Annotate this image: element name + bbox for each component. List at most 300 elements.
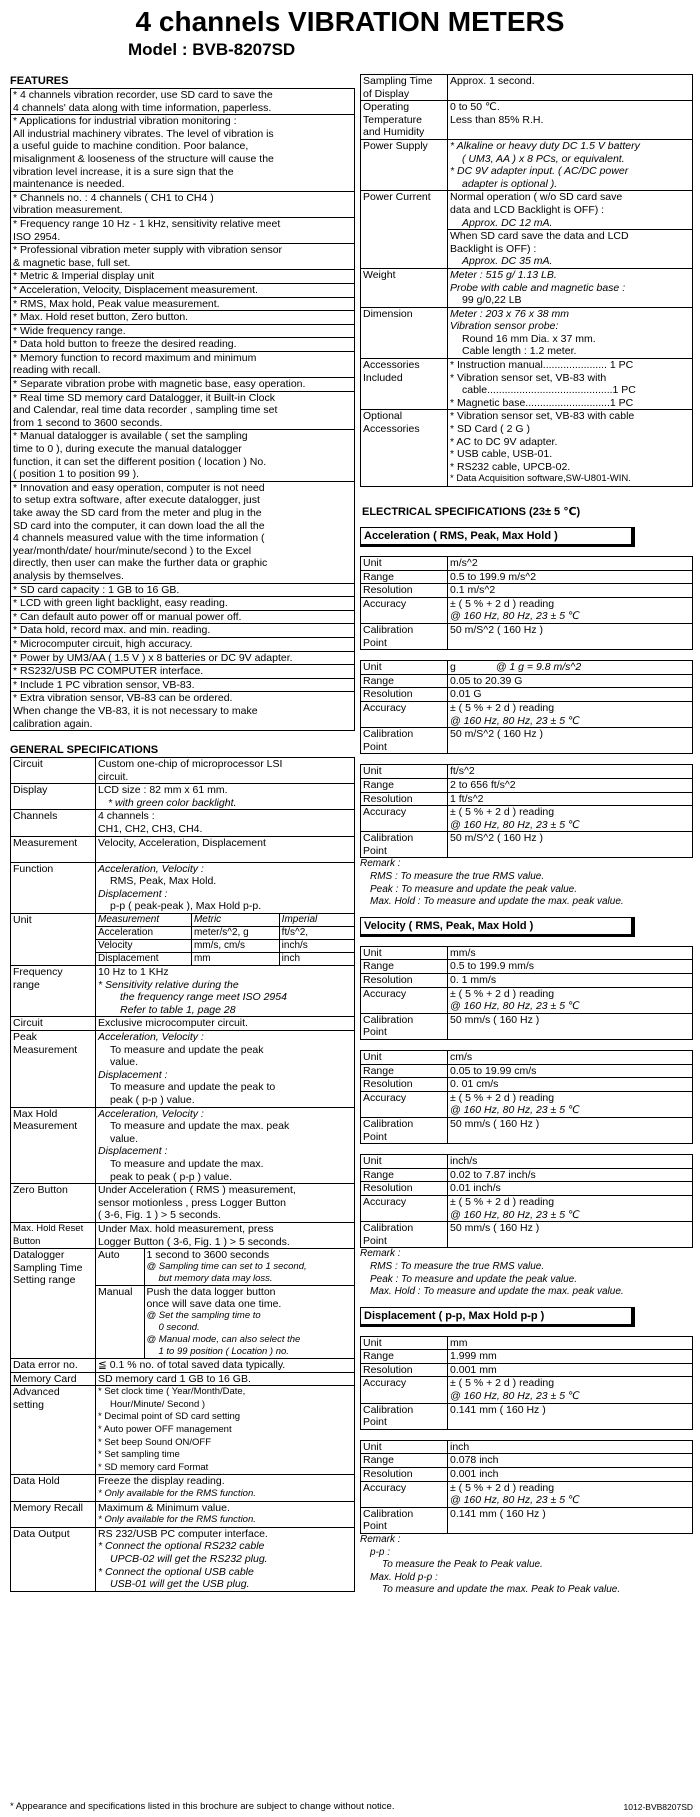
spec-row-circuit2 [11,1017,355,1031]
feature-item [11,651,355,665]
spec-label: Range [361,1350,448,1364]
spec-row [361,1091,693,1117]
logger-mode: Auto [96,1249,144,1286]
spec-label: Accuracy [361,806,448,832]
acceleration-spec-table [360,764,693,858]
feature-item [11,351,355,377]
spec-value: 1.999 mm [448,1350,693,1364]
unit-cell: Acceleration [96,927,191,940]
spec-label: Sampling Time of Display [361,75,448,101]
feature-text: * Data hold, record max. and min. reading. [11,624,355,638]
spec-value: 0.01 inch/s [448,1182,693,1196]
spec-value: 50 mm/s ( 160 Hz ) [448,1013,693,1039]
spec-label: Resolution [361,974,448,988]
unit-header: Metric [191,914,279,927]
feature-text: * Acceleration, Velocity, Displacement measurement. [11,283,355,297]
spec-row [361,597,693,623]
feature-text: * RS232/USB PC COMPUTER interface. [11,665,355,679]
feature-item [11,583,355,597]
spec-row [361,1377,693,1403]
spec-row [361,1507,693,1533]
spec-row [361,701,693,727]
footer-note: * Appearance and specifications listed in this brochure are subject to change without notice. [10,1801,395,1812]
spec-label: Resolution [361,1182,448,1196]
unit-cell: mm/s, cm/s [191,940,279,953]
spec-row-error [11,1359,355,1373]
electrical-spec-title: ELECTRICAL SPECIFICATIONS (23± 5 ℃) [362,506,581,518]
spec-label: Accuracy [361,1091,448,1117]
spec-value: 0.001 mm [448,1363,693,1377]
feature-text: * Power by UM3/AA ( 1.5 V ) x 8 batteries or DC 9V adapter. [11,651,355,665]
spec-label: Advanced setting [11,1386,96,1475]
spec-row-output [11,1527,355,1591]
spec-label: Frequency range [11,966,96,1017]
spec-value: 0.5 to 199.9 mm/s [448,960,693,974]
model-name: Model : BVB-8207SD [128,40,296,59]
spec-row-dimension [361,307,693,358]
remark-line: p-p : [370,1546,391,1558]
feature-item [11,597,355,611]
spec-row-power [361,139,693,190]
unit-cell: meter/s^2, g [191,927,279,940]
displacement-spec-table [360,1440,693,1534]
spec-label: Data Output [11,1527,96,1591]
spec-label: Datalogger Sampling Time Setting range [11,1249,96,1359]
spec-label: Accuracy [361,701,448,727]
spec-value: ± ( 5 % + 2 d ) reading @ 160 Hz, 80 Hz, 23 ± 5 ℃ [448,701,693,727]
spec-value: Exclusive microcomputer circuit. [96,1017,355,1031]
feature-text: * Include 1 PC vibration sensor, VB-83. [11,678,355,692]
feature-item [11,692,355,731]
spec-value: * Vibration sensor set, VB-83 with cable * SD Card ( 2 G ) * AC to DC 9V adapter. * USB cable, USB-01. * RS232 cable, UPCB-02. * Data Acquisition software,SW-U801-WIN. [448,410,693,487]
spec-row [361,1481,693,1507]
spec-label: Range [361,570,448,584]
feature-item [11,391,355,430]
spec-label: Display [11,784,96,810]
feature-text: * Channels no. : 4 channels ( CH1 to CH4 ) vibration measurement. [11,191,355,217]
spec-row-sampling [361,75,693,101]
spec-value: * Instruction manual...................... 1 PC * Vibration sensor set, VB-83 with cable...........................................1 PC * Magnetic base.............................1 PC [448,359,693,410]
spec-value: ± ( 5 % + 2 d ) reading @ 160 Hz, 80 Hz, 23 ± 5 ℃ [448,1481,693,1507]
unit-cell: mm [191,953,279,966]
spec-row [361,778,693,792]
general-spec-title: GENERAL SPECIFICATIONS [10,744,159,757]
spec-row [361,1013,693,1039]
general-spec-table [10,757,355,1592]
spec-row [361,974,693,988]
spec-label: Accuracy [361,1195,448,1221]
logger-subtable [96,1249,354,1358]
spec-value: 50 m/S^2 ( 160 Hz ) [448,728,693,754]
spec-label: Unit [361,1336,448,1350]
logger-value: 1 second to 3600 seconds @ Sampling time can set to 1 second, but memory data may loss. [144,1249,354,1286]
spec-row [361,570,693,584]
spec-label: Unit [361,661,448,675]
spec-value: ± ( 5 % + 2 d ) reading @ 160 Hz, 80 Hz, 23 ± 5 ℃ [448,806,693,832]
remark-line: RMS : To measure the true RMS value. [370,871,545,883]
velocity-spec-table [360,946,693,1040]
spec-label: Circuit [11,758,96,784]
spec-value: * Alkaline or heavy duty DC 1.5 V battery ( UM3, AA ) x 8 PCs, or equivalent. * DC 9V adapter input. ( AC/DC power adapter is optional ). [448,139,693,190]
spec-value: Freeze the display reading. * Only available for the RMS function. [96,1475,355,1501]
spec-value: ± ( 5 % + 2 d ) reading @ 160 Hz, 80 Hz, 23 ± 5 ℃ [448,597,693,623]
spec-row [361,674,693,688]
displacement-spec-table [360,1336,693,1430]
spec-row [361,1078,693,1092]
spec-value: Normal operation ( w/o SD card save data and LCD Backlight is OFF) : Approx. DC 12 mA. [448,191,693,230]
velocity-remarks [360,1248,693,1298]
spec-label: Accuracy [361,987,448,1013]
acceleration-spec-table [360,660,693,754]
spec-row-peak [11,1031,355,1108]
spec-value: 0.05 to 19.99 cm/s [448,1064,693,1078]
spec-label: Channels [11,810,96,836]
spec-label: Unit [361,1440,448,1454]
feature-item [11,191,355,217]
spec-value: ± ( 5 % + 2 d ) reading @ 160 Hz, 80 Hz, 23 ± 5 ℃ [448,1091,693,1117]
spec-row [361,1468,693,1482]
spec-row [361,1454,693,1468]
feature-item [11,270,355,284]
spec-label: Range [361,674,448,688]
spec-row [361,1403,693,1429]
spec-row [361,806,693,832]
spec-row [361,1051,693,1065]
logger-mode: Manual [96,1286,144,1359]
spec-row [361,584,693,598]
remark-line: Peak : To measure and update the peak value. [370,883,577,895]
spec-row-display [11,784,355,810]
spec-row-hold [11,1475,355,1501]
spec-value: 0.05 to 20.39 G [448,674,693,688]
velocity-spec-table [360,1154,693,1248]
spec-row-card [11,1372,355,1386]
feature-text: * Innovation and easy operation, computer is not need to setup extra software, after execute datalogger, just take away the SD card from the meter and plug in the SD card into the computer, it can down load the all the 4 channels measured value with the time information ( year/month/date/ hour/minute/second ) to the Excel directly, then user can make the further data or graphic analysis by themselves. [11,481,355,583]
spec-label: Resolution [361,584,448,598]
spec-row-recall [11,1501,355,1527]
feature-item [11,378,355,392]
spec-value: Custom one-chip of microprocessor LSI circuit. [96,758,355,784]
remark-line: Max. Hold : To measure and update the max. peak value. [370,1286,624,1298]
remark-label: Remark : [360,858,401,870]
spec-value: 0.01 G [448,688,693,702]
feature-item [11,678,355,692]
spec-value: 50 mm/s ( 160 Hz ) [448,1117,693,1143]
displacement-remarks [360,1534,693,1597]
remark-line: RMS : To measure the true RMS value. [370,1260,545,1272]
spec-row [361,557,693,571]
spec-row [361,1168,693,1182]
spec-label: Range [361,778,448,792]
spec-value: 0.141 mm ( 160 Hz ) [448,1403,693,1429]
spec-label: Circuit [11,1017,96,1031]
spec-label: Accuracy [361,597,448,623]
feature-text: * SD card capacity : 1 GB to 16 GB. [11,583,355,597]
remark-line: Max. Hold : To measure and update the max. peak value. [370,896,624,908]
spec-row [361,765,693,779]
spec-label: Calibration Point [361,1117,448,1143]
spec-label: Power Current [361,191,448,269]
spec-value: Acceleration, Velocity : To measure and update the max. peak value. Displacement : To measure and update the max. peak to peak ( p-p ) value. [96,1107,355,1184]
feature-item [11,637,355,651]
feature-text: * Separate vibration probe with magnetic base, easy operation. [11,378,355,392]
feature-item [11,297,355,311]
remark-line: To measure and update the max. Peak to Peak value. [382,1584,621,1596]
displacement-title: Displacement ( p-p, Max Hold p-p ) [360,1307,635,1327]
unit-header: Imperial [279,914,354,927]
feature-text: * Microcomputer circuit, high accuracy. [11,637,355,651]
spec-value: 50 m/S^2 ( 160 Hz ) [448,623,693,649]
feature-text: * Frequency range 10 Hz - 1 kHz, sensitivity relative meet ISO 2954. [11,217,355,243]
feature-text: * Professional vibration meter supply with vibration sensor & magnetic base, full set. [11,244,355,270]
spec-label: Operating Temperature and Humidity [361,101,448,140]
spec-row-unit [11,914,355,966]
spec-label: Memory Recall [11,1501,96,1527]
feature-item [11,338,355,352]
spec-label: Measurement [11,836,96,862]
feature-text: * Wide frequency range. [11,324,355,338]
feature-text: * Extra vibration sensor, VB-83 can be ordered. When change the VB-83, it is not necessary to make calibration again. [11,692,355,731]
feature-text: * 4 channels vibration recorder, use SD card to save the 4 channels' data along with time information, paperless. [11,89,355,115]
spec-value: Maximum & Minimum value. * Only available for the RMS function. [96,1501,355,1527]
acceleration-title: Acceleration ( RMS, Peak, Max Hold ) [360,527,635,547]
spec-value: m/s^2 [448,557,693,571]
spec-row-zero [11,1184,355,1223]
unit-cell: Displacement [96,953,191,966]
feature-text: * Metric & Imperial display unit [11,270,355,284]
remark-label: Remark : [360,1248,401,1260]
spec-value: 2 to 656 ft/s^2 [448,778,693,792]
displacement-blocks [360,1336,693,1534]
features-table [10,88,355,731]
spec-row [361,661,693,675]
spec-row [361,1440,693,1454]
feature-item [11,610,355,624]
velocity-blocks [360,946,693,1248]
spec-row [361,832,693,858]
spec-value: mm [448,1336,693,1350]
spec-row [361,1064,693,1078]
spec-value: 0.02 to 7.87 inch/s [448,1168,693,1182]
footer [10,1801,693,1813]
unit-subtable [96,914,354,965]
unit-cell: inch/s [279,940,354,953]
spec-label: Memory Card [11,1372,96,1386]
spec-value: LCD size : 82 mm x 61 mm. * with green color backlight. [96,784,355,810]
spec-value: 0.5 to 199.9 m/s^2 [448,570,693,584]
spec-value: 4 channels : CH1, CH2, CH3, CH4. [96,810,355,836]
spec-value: Velocity, Acceleration, Displacement [96,836,355,862]
unit-header: Measurement [96,914,191,927]
spec-row-logger [11,1249,355,1359]
spec-label: Range [361,1454,448,1468]
spec-label: Weight [361,268,448,307]
spec-label: Unit [361,1051,448,1065]
spec-value: RS 232/USB PC computer interface. * Connect the optional RS232 cable UPCB-02 will get the RS232 plug. * Connect the optional USB cable USB-01 will get the USB plug. [96,1527,355,1591]
spec-label: Max. Hold Reset Button [11,1222,96,1248]
spec-value: 0 to 50 ℃. Less than 85% R.H. [448,101,693,140]
feature-text: * Memory function to record maximum and minimum reading with recall. [11,351,355,377]
spec-label: Resolution [361,1078,448,1092]
spec-row [361,1222,693,1248]
spec-value: 0. 01 cm/s [448,1078,693,1092]
spec-value: 0.1 m/s^2 [448,584,693,598]
spec-row-channels [11,810,355,836]
spec-row [361,987,693,1013]
spec-value: Approx. 1 second. [448,75,693,101]
remark-label: Remark : [360,1534,401,1545]
feature-item [11,115,355,192]
spec-label: Calibration Point [361,1222,448,1248]
spec-row [361,1182,693,1196]
spec-value: 0. 1 mm/s [448,974,693,988]
acceleration-blocks [360,556,693,858]
right-column [360,74,693,1597]
spec-value: mm/s [448,946,693,960]
spec-label: Calibration Point [361,1507,448,1533]
spec-label: Power Supply [361,139,448,190]
unit-subtable-cell [96,914,355,966]
feature-item [11,217,355,243]
spec-label: Zero Button [11,1184,96,1223]
spec-row-advanced [11,1386,355,1475]
spec-label: Accuracy [361,1377,448,1403]
spec-label: Function [11,862,96,913]
spec-value: 0.078 inch [448,1454,693,1468]
spec-label: Peak Measurement [11,1031,96,1108]
spec-value: 50 m/S^2 ( 160 Hz ) [448,832,693,858]
spec-row-current [361,191,693,230]
spec-row [361,688,693,702]
spec-label: Unit [361,765,448,779]
spec-value: cm/s [448,1051,693,1065]
spec-row [361,946,693,960]
spec-row [361,623,693,649]
remark-line: Max. Hold p-p : [370,1571,438,1583]
spec-row-maxhold [11,1107,355,1184]
acceleration-remarks [360,858,693,908]
feature-text: * Can default auto power off or manual power off. [11,610,355,624]
spec-row-operating [361,101,693,140]
page-title: 4 channels VIBRATION METERS [135,6,565,37]
general-spec-table-right [360,74,693,487]
spec-value: Under Acceleration ( RMS ) measurement, sensor motionless , press Logger Button ( 3-6, Fig. 1 ) > 5 seconds. [96,1184,355,1223]
spec-value: SD memory card 1 GB to 16 GB. [96,1372,355,1386]
feature-item [11,324,355,338]
spec-row [361,1195,693,1221]
spec-row-function [11,862,355,913]
spec-row [361,1117,693,1143]
spec-value: 0.001 inch [448,1468,693,1482]
spec-row [361,792,693,806]
footer-code: 1012-BVB8207SD [623,1802,693,1812]
spec-row-optional [361,410,693,487]
feature-item [11,665,355,679]
spec-label: Unit [361,946,448,960]
feature-text: * Data hold button to freeze the desired reading. [11,338,355,352]
spec-label: Resolution [361,688,448,702]
spec-label: Range [361,960,448,974]
feature-text: * Max. Hold reset button, Zero button. [11,311,355,325]
feature-item [11,624,355,638]
spec-label: Calibration Point [361,728,448,754]
feature-item [11,481,355,583]
spec-label: Optional Accessories [361,410,448,487]
spec-value: Meter : 515 g/ 1.13 LB. Probe with cable and magnetic base : 99 g/0,22 LB [448,268,693,307]
velocity-spec-table [360,1050,693,1144]
spec-label: Dimension [361,307,448,358]
spec-row [361,960,693,974]
spec-value: When SD card save the data and LCD Backlight is OFF) : Approx. DC 35 mA. [448,230,693,269]
spec-value: 50 mm/s ( 160 Hz ) [448,1222,693,1248]
features-title: FEATURES [10,75,69,87]
spec-label: Data error no. [11,1359,96,1373]
spec-row-circuit [11,758,355,784]
feature-item [11,311,355,325]
spec-row [361,728,693,754]
spec-value: Under Max. hold measurement, press Logger Button ( 3-6, Fig. 1 ) > 5 seconds. [96,1222,355,1248]
remark-line: Peak : To measure and update the peak value. [370,1273,577,1285]
spec-value: inch [448,1440,693,1454]
spec-row-weight [361,268,693,307]
unit-cell: inch [279,953,354,966]
spec-value: 1 ft/s^2 [448,792,693,806]
spec-row-accessories [361,359,693,410]
spec-label: Unit [361,1155,448,1169]
spec-label: Calibration Point [361,1013,448,1039]
spec-label: Accessories Included [361,359,448,410]
feature-item [11,244,355,270]
spec-value: Meter : 203 x 76 x 38 mm Vibration sensor probe: Round 16 mm Dia. x 37 mm. Cable length : 1.2 meter. [448,307,693,358]
spec-value: 10 Hz to 1 KHz * Sensitivity relative during the the frequency range meet ISO 2954 Refer to table 1, page 28 [96,966,355,1017]
spec-label: Data Hold [11,1475,96,1501]
spec-value: ± ( 5 % + 2 d ) reading @ 160 Hz, 80 Hz, 23 ± 5 ℃ [448,987,693,1013]
spec-label: Range [361,1168,448,1182]
spec-label: Resolution [361,792,448,806]
remark-line: To measure the Peak to Peak value. [382,1559,543,1571]
spec-value: * Set clock time ( Year/Month/Date, Hour/Minute/ Second ) * Decimal point of SD card setting * Auto power OFF management * Set beep Sound ON/OFF * Set sampling time * SD memory card Format [96,1386,355,1475]
spec-row-reset [11,1222,355,1248]
spec-label: Unit [11,914,96,966]
logger-value: Push the data logger button once will save data one time. @ Set the sampling time to 0 second. @ Manual mode, can also select the 1 to 99 position ( Location ) no. [144,1286,354,1359]
spec-label: Range [361,1064,448,1078]
acceleration-spec-table [360,556,693,650]
spec-row [361,1155,693,1169]
spec-row [361,1363,693,1377]
spec-label: Calibration Point [361,832,448,858]
spec-value: ± ( 5 % + 2 d ) reading @ 160 Hz, 80 Hz, 23 ± 5 ℃ [448,1195,693,1221]
feature-item [11,430,355,481]
feature-text: * Applications for industrial vibration monitoring : All industrial machinery vibrates. The level of vibration is a useful guide to machine condition. Poor balance, misalignment & looseness of the structure will cause the vibration level increase, it is a sure sign that the maintenance is needed. [11,115,355,192]
feature-item [11,89,355,115]
spec-label: Accuracy [361,1481,448,1507]
spec-value: Acceleration, Velocity : To measure and update the peak value. Displacement : To measure and update the peak to peak ( p-p ) value. [96,1031,355,1108]
spec-row-frequency [11,966,355,1017]
unit-cell: Velocity [96,940,191,953]
spec-row-measurement [11,836,355,862]
spec-value: 0.141 mm ( 160 Hz ) [448,1507,693,1533]
logger-subtable-cell [96,1249,355,1359]
spec-label: Max Hold Measurement [11,1107,96,1184]
spec-value: inch/s [448,1155,693,1169]
feature-text: * Real time SD memory card Datalogger, it Built-in Clock and Calendar, real time data recorder , sampling time set from 1 second to 3600 seconds. [11,391,355,430]
feature-text: * RMS, Max hold, Peak value measurement. [11,297,355,311]
spec-label: Unit [361,557,448,571]
spec-value: Acceleration, Velocity : RMS, Peak, Max Hold. Displacement : p-p ( peak-peak ), Max Hold p-p. [96,862,355,913]
velocity-title: Velocity ( RMS, Peak, Max Hold ) [360,917,635,937]
spec-value: ± ( 5 % + 2 d ) reading @ 160 Hz, 80 Hz, 23 ± 5 ℃ [448,1377,693,1403]
spec-row [361,1336,693,1350]
